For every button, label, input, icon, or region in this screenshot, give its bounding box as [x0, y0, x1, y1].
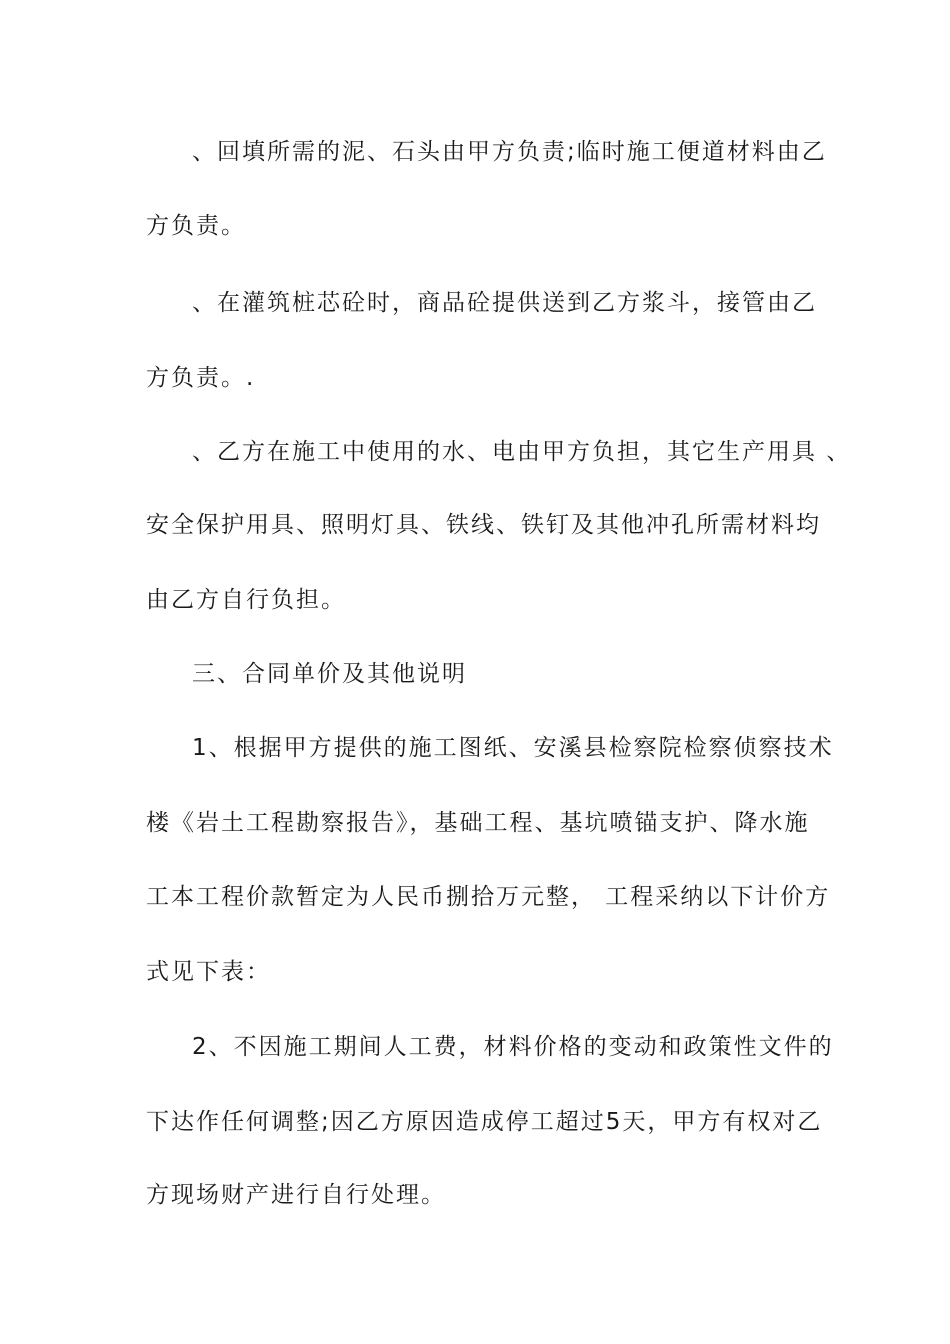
paragraph-line: 、回填所需的泥、石头由甲方负责;临时施工便道材料由乙 — [192, 139, 827, 165]
paragraph-line: 下达作任何调整;因乙方原因造成停工超过5天，甲方有权对乙 — [146, 1109, 823, 1135]
paragraph-line: 式见下表： — [146, 959, 271, 985]
section-heading: 三、合同单价及其他说明 — [192, 661, 467, 687]
paragraph-line: 方负责。. — [146, 365, 256, 391]
paragraph-line: 由乙方自行负担。 — [146, 587, 346, 613]
paragraph-line: 工本工程价款暂定为人民币捌拾万元整， 工程采纳以下计价方 — [146, 884, 831, 910]
paragraph-line: 1、根据甲方提供的施工图纸、安溪县检察院检察侦察技术 — [192, 735, 834, 761]
paragraph-line: 楼《岩土工程勘察报告》，基础工程、基坑喷锚支护、降水施 — [146, 810, 810, 836]
paragraph-line: 2、不因施工期间人工费，材料价格的变动和政策性文件的 — [192, 1034, 834, 1060]
paragraph-line: 安全保护用具、照明灯具、铁线、铁钉及其他冲孔所需材料均 — [146, 512, 821, 538]
paragraph-line: 、乙方在施工中使用的水、电由甲方负担，其它生产用具 、 — [192, 439, 852, 465]
paragraph-line: 方负责。 — [146, 213, 246, 239]
paragraph-line: 、在灌筑桩芯砼时，商品砼提供送到乙方浆斗，接管由乙 — [192, 290, 817, 316]
paragraph-line: 方现场财产进行自行处理。 — [146, 1182, 446, 1208]
